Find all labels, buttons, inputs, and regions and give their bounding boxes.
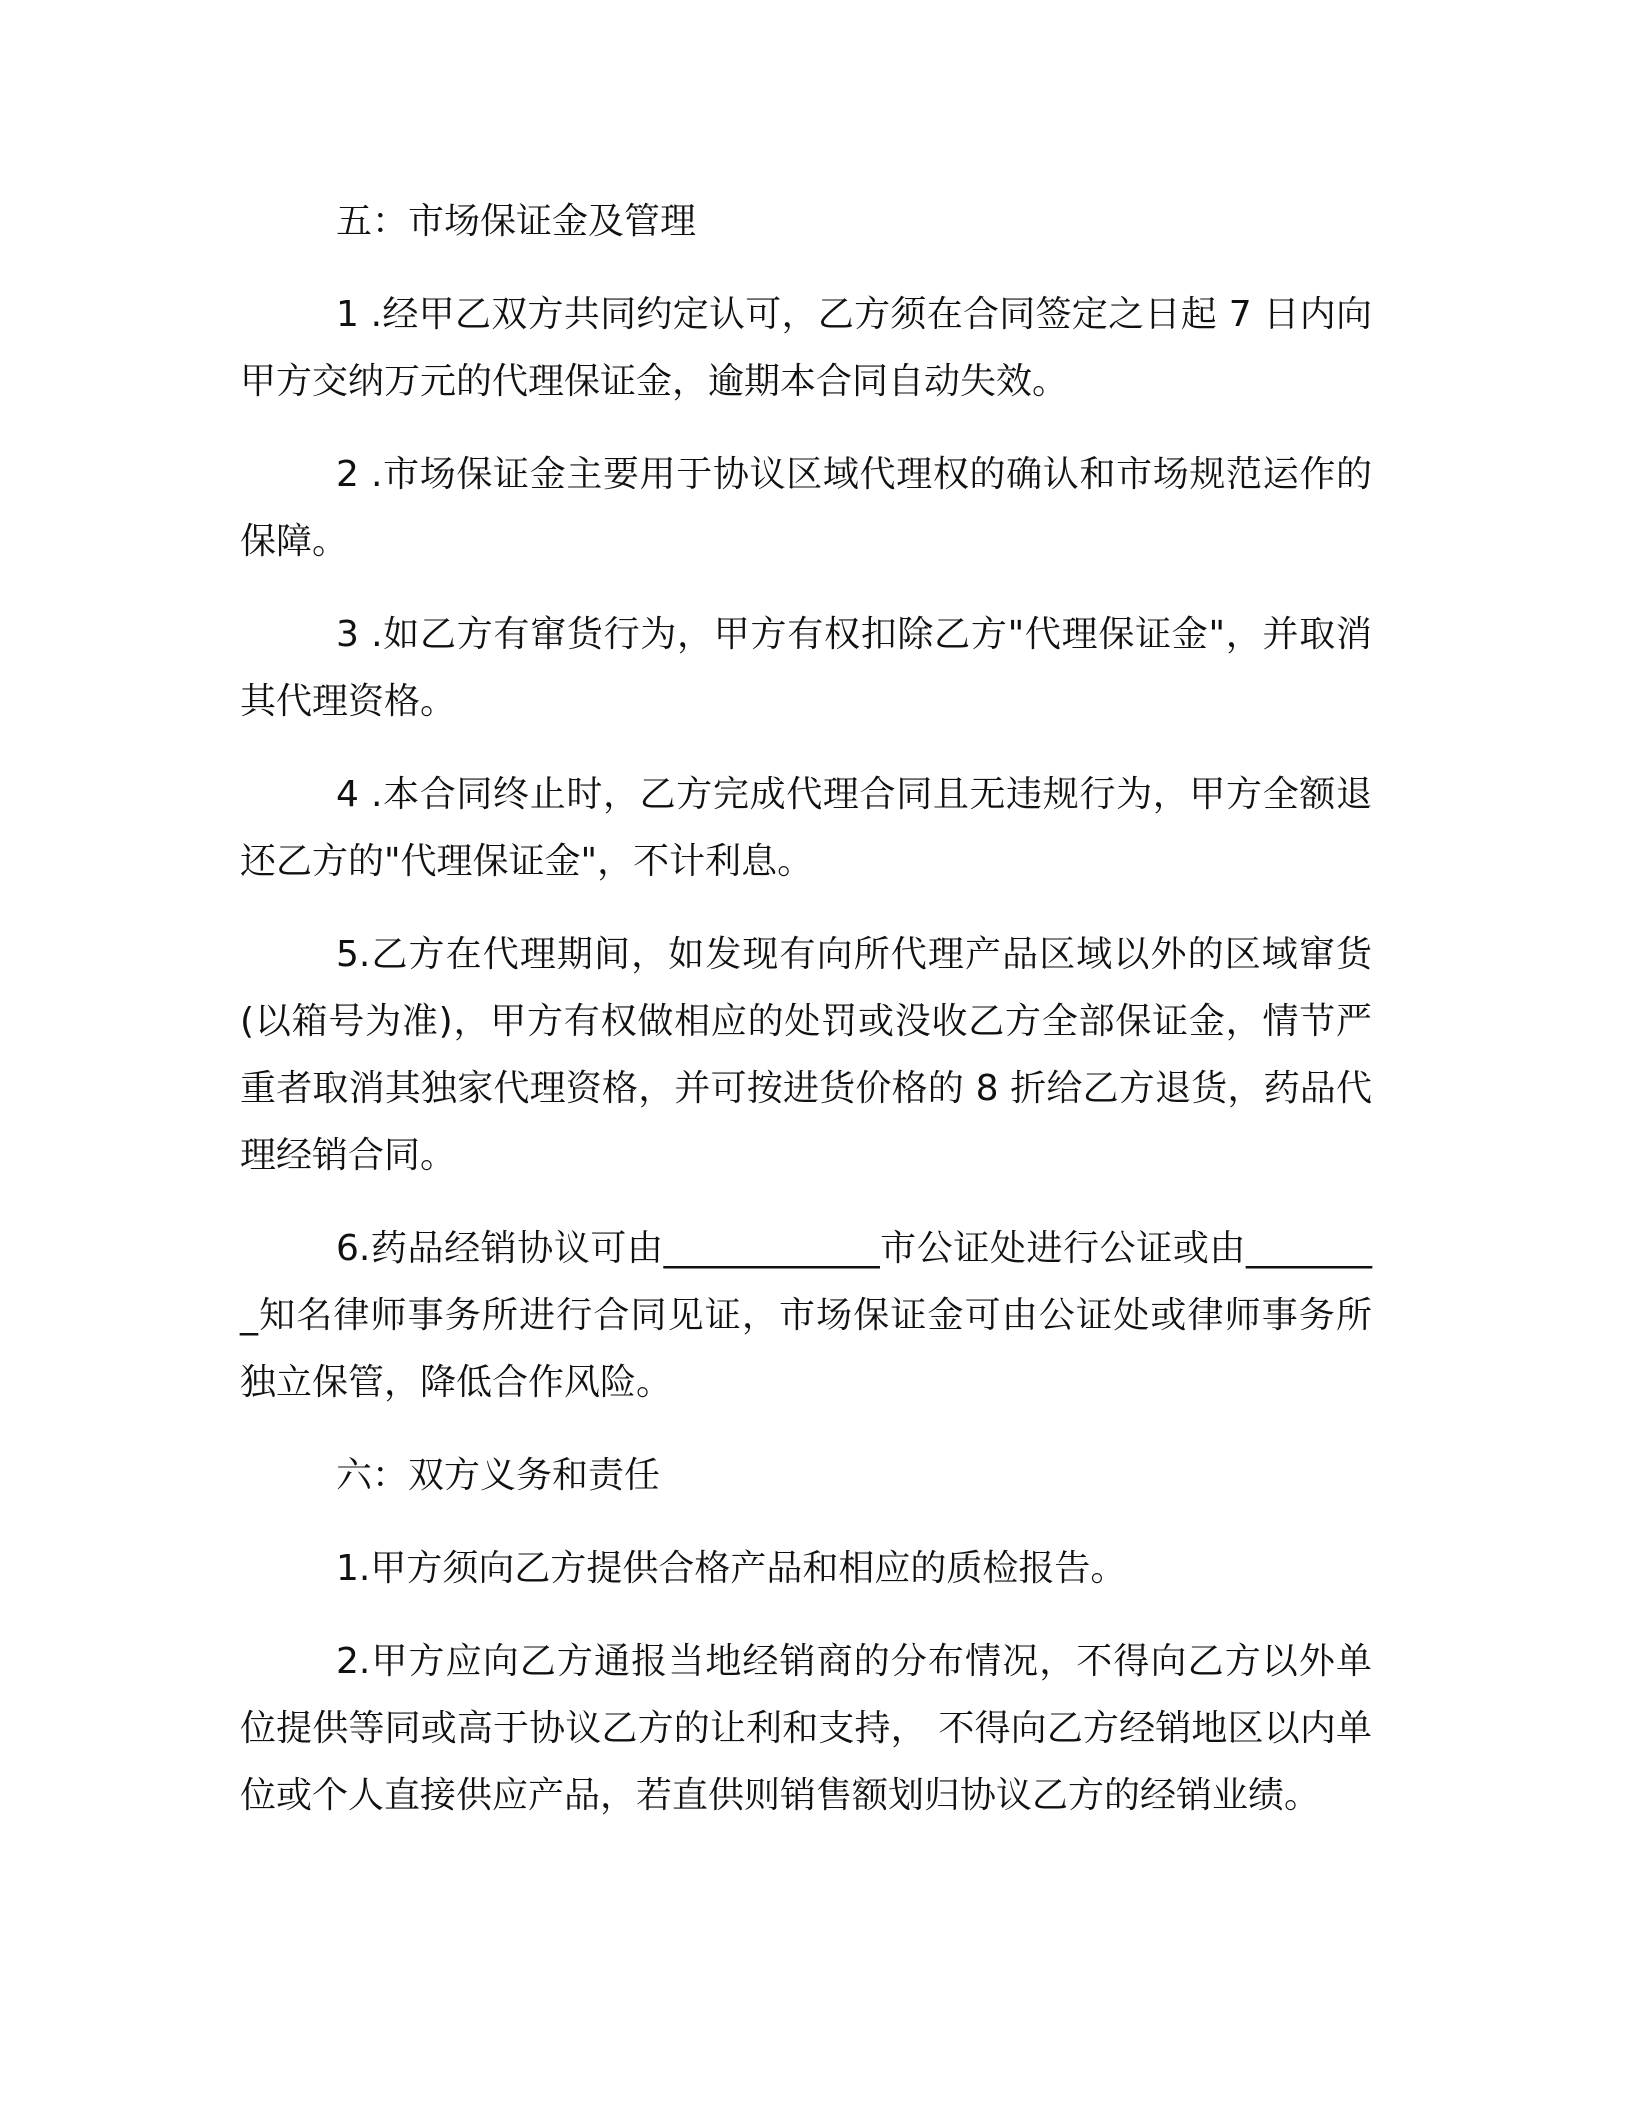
clause-6-1: 1.甲方须向乙方提供合格产品和相应的质检报告。 — [336, 1548, 1127, 1589]
clause-5-1: 1 .经甲乙双方共同约定认可，乙方须在合同签定之日起 7 日内向甲方交纳万元的代理保证金，逾期本合同自动失效。 — [240, 294, 1372, 402]
section-heading-6: 六：双方义务和责任 — [336, 1455, 661, 1496]
clause-6-2: 2.甲方应向乙方通报当地经销商的分布情况，不得向乙方以外单位提供等同或高于协议乙方的让利和支持， 不得向乙方经销地区以内单位或个人直接供应产品，若直供则销售额划归协议乙方的经销业绩。 — [240, 1641, 1372, 1816]
clause-5-5: 5.乙方在代理期间，如发现有向所代理产品区域以外的区域窜货(以箱号为准)，甲方有权做相应的处罚或没收乙方全部保证金，情节严重者取消其独家代理资格，并可按进货价格的 8 折给乙方退货，药品代理经销合同。 — [240, 934, 1372, 1176]
section-heading-5: 五：市场保证金及管理 — [336, 201, 697, 242]
document-body — [240, 188, 1372, 1855]
clause-5-6: 6.药品经销协议可由____________市公证处进行公证或由________知名律师事务所进行合同见证，市场保证金可由公证处或律师事务所独立保管，降低合作风险。 — [240, 1228, 1372, 1403]
clause-5-3: 3 .如乙方有窜货行为，甲方有权扣除乙方"代理保证金"，并取消其代理资格。 — [240, 614, 1372, 722]
clause-5-2: 2 .市场保证金主要用于协议区域代理权的确认和市场规范运作的保障。 — [240, 454, 1372, 562]
clause-5-4: 4 .本合同终止时，乙方完成代理合同且无违规行为，甲方全额退还乙方的"代理保证金"，不计利息。 — [240, 774, 1372, 882]
